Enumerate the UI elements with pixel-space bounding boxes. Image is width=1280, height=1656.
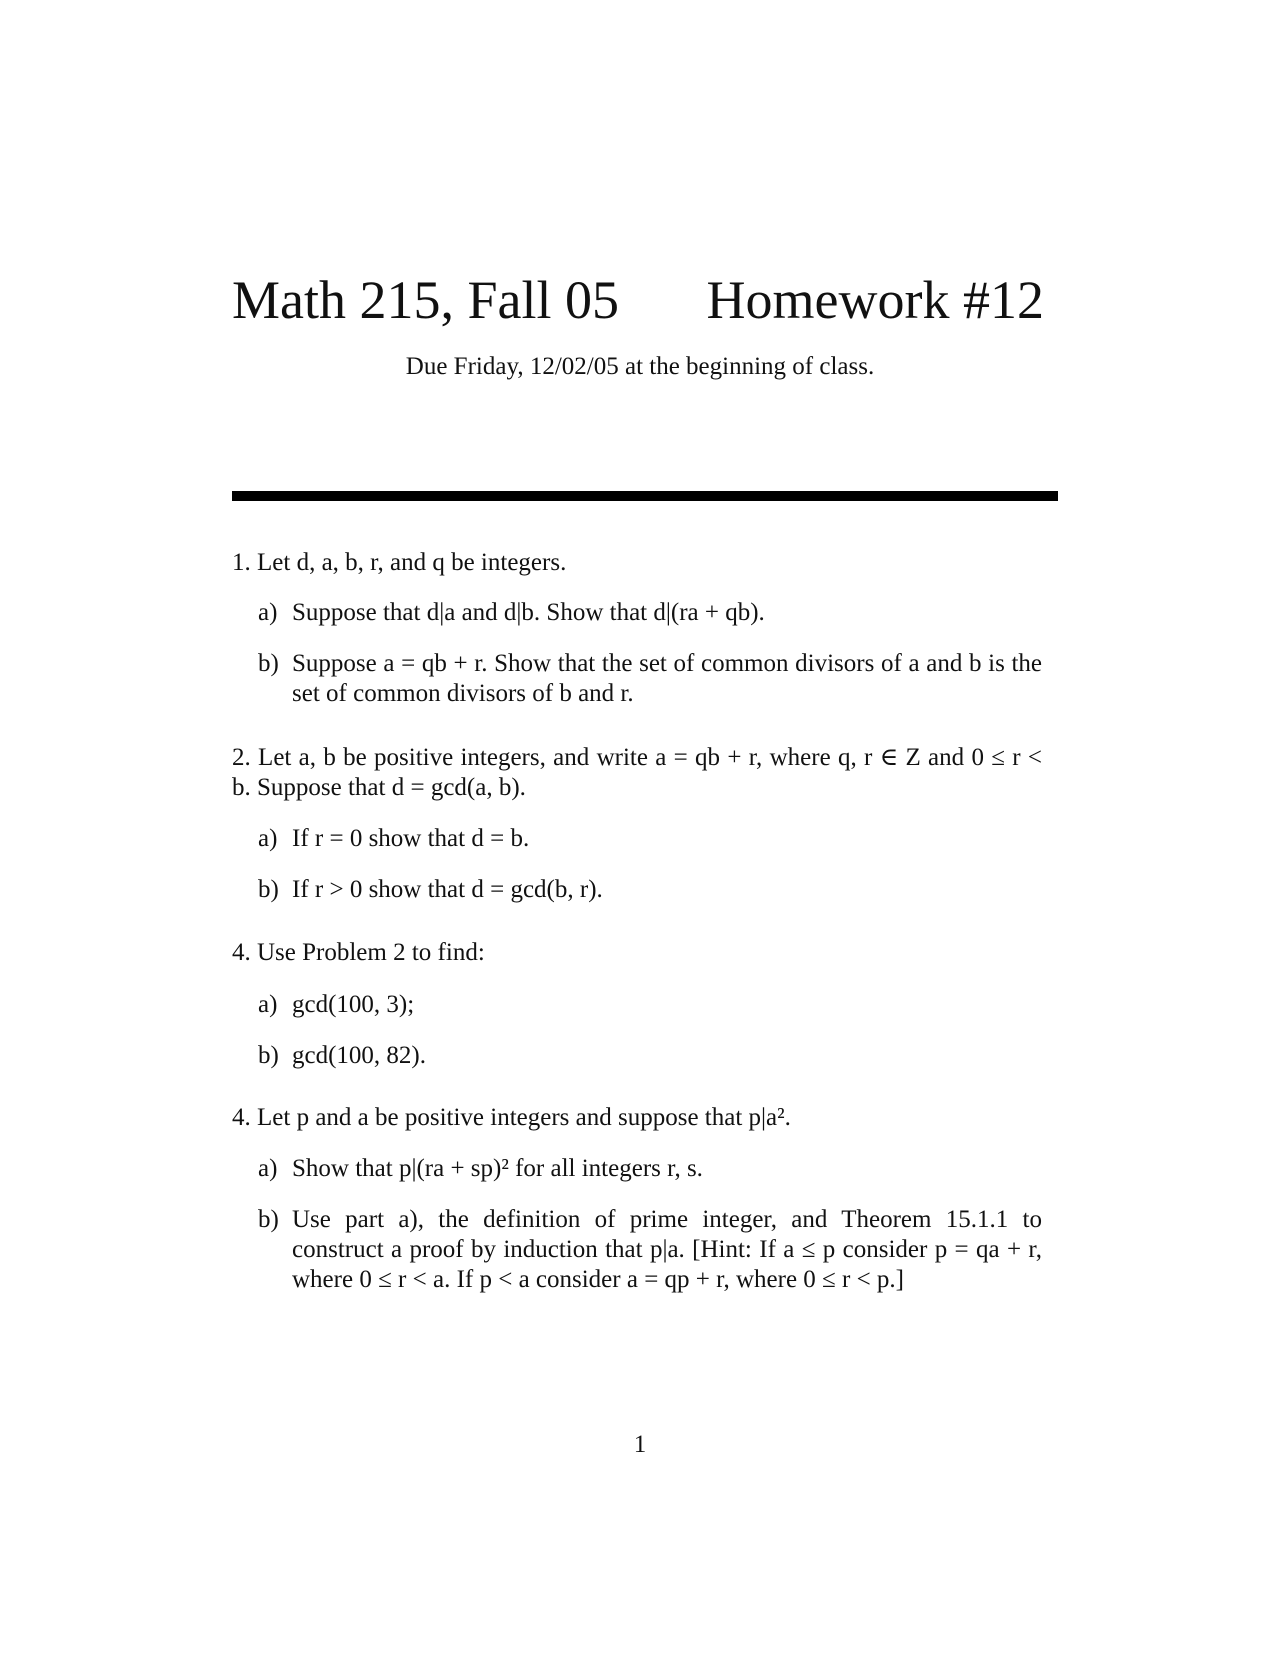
problem-2-part-a (258, 824, 1042, 854)
part-label: a) (258, 991, 278, 1018)
problem-4: 4. Let p and a be positive integers and suppose that p|a². (232, 1104, 791, 1131)
problem-1: 1. Let d, a, b, r, and q be integers. (232, 549, 567, 576)
part-text: Suppose that d|a and d|b. Show that d|(ra + qb). (292, 599, 765, 626)
assignment-title: Homework #12 (706, 270, 1044, 330)
part-label: a) (258, 825, 278, 852)
problem-1-part-a (258, 598, 1042, 628)
due-date-line: Due Friday, 12/02/05 at the beginning of class. (405, 353, 875, 380)
part-text: If r = 0 show that d = b. (292, 825, 530, 852)
part-label: a) (258, 1155, 278, 1182)
part-label: a) (258, 599, 278, 626)
part-text: Use part a), the definition of prime integer, and Theorem 15.1.1 to construct a proof by induction that p|a. [Hint: If a ≤ p consider p = qa + r, where 0 ≤ r < a. If p < a consider a = qp + r, where 0 ≤ r < p.] (292, 1206, 1042, 1293)
problem-2: 2. Let a, b be positive integers, and write a = qb + r, where q, r ∈ Z and 0 ≤ r < b. Suppose that d = gcd(a, b). (232, 744, 1042, 801)
course-title: Math 215, Fall 05 (232, 270, 619, 330)
part-text: gcd(100, 3); (292, 991, 415, 1018)
problem-3: 4. Use Problem 2 to find: (232, 939, 485, 966)
part-label: b) (258, 1042, 279, 1069)
problem-4-part-a (258, 1154, 1042, 1184)
problem-1-part-b (258, 649, 1042, 709)
page-number: 1 (633, 1431, 647, 1458)
part-label: b) (258, 876, 279, 903)
part-text: gcd(100, 82). (292, 1042, 426, 1069)
part-label: b) (258, 650, 279, 677)
part-text: Suppose a = qb + r. Show that the set of common divisors of a and b is the set of common divisors of b and r. (292, 650, 1042, 707)
part-label: b) (258, 1206, 279, 1233)
header-divider (232, 491, 1058, 501)
problem-2-part-b (258, 875, 1042, 905)
part-text: Show that p|(ra + sp)² for all integers r, s. (292, 1155, 703, 1182)
problem-4-part-b (258, 1205, 1042, 1295)
problem-3-part-a (258, 990, 1042, 1020)
part-text: If r > 0 show that d = gcd(b, r). (292, 876, 603, 903)
problem-3-part-b (258, 1041, 1042, 1071)
